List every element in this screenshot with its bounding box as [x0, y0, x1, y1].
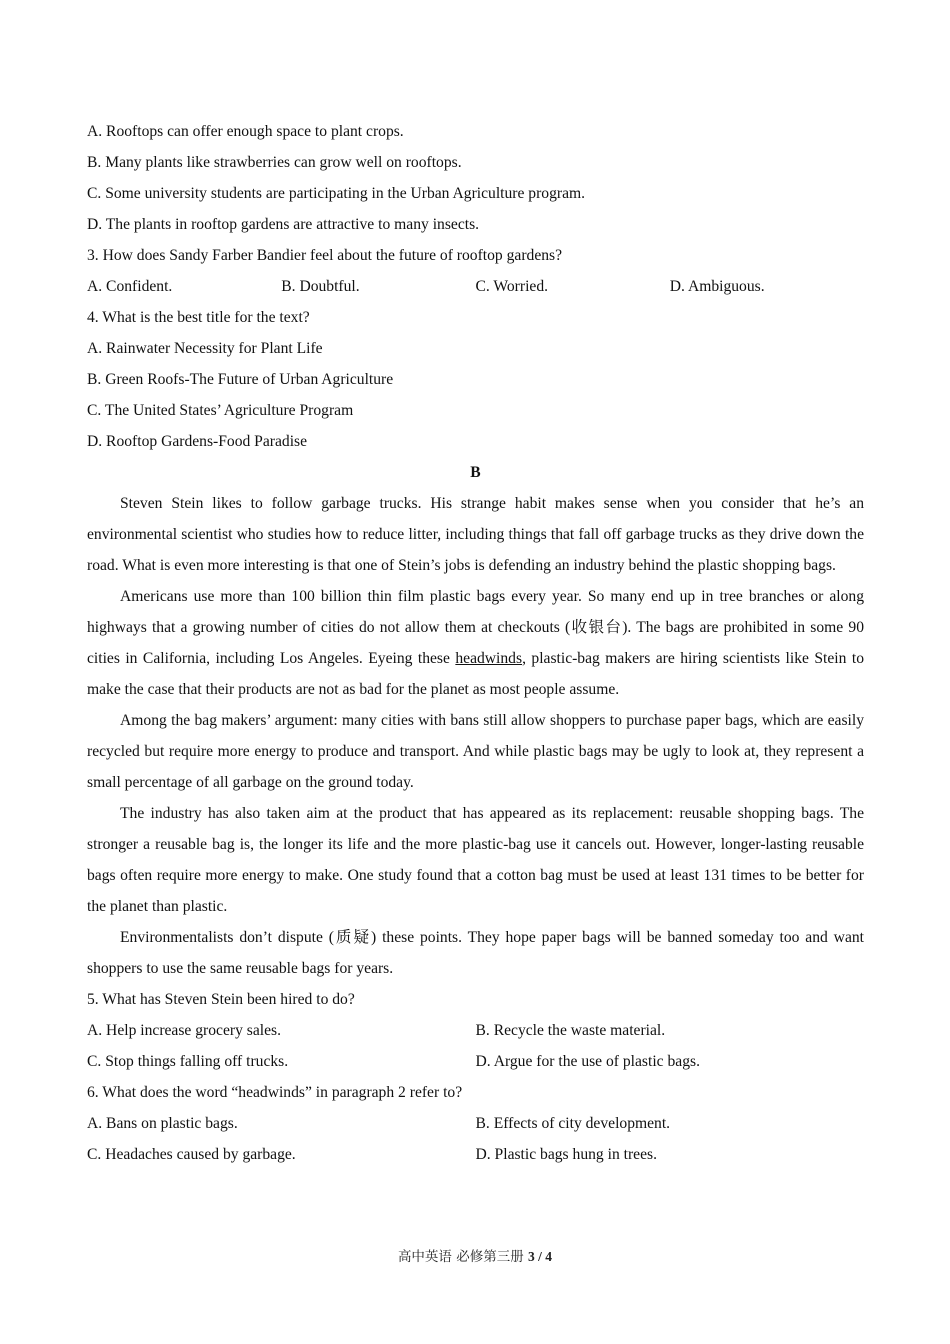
passage-paragraph-3: Among the bag makers’ argument: many cities with bans still allow shoppers to purchase paper bags, which are easily recycled but require more energy to produce and transport. And while plastic bags may be ugly to look at, they represent a small percentage of all garbage on the ground today.	[87, 712, 864, 791]
q6-option-b: B. Effects of city development.	[475, 1115, 671, 1132]
paragraph-2-start: Americans use more than 100 billion thin film plastic bags every year. So many end up in tree branches or along highways that a growing number of cities do not allow them at checkouts (收银台). The bags are prohibited in some 90 cities in California, including Los Angeles. Eyeing these	[87, 588, 864, 667]
q2-option-c: C. Some university students are participating in the Urban Agriculture program.	[87, 185, 586, 202]
paragraph-2-end: , plastic-bag makers are hiring scientists like Stein to make the case that their products are not as bad for the planet as most people assume.	[87, 650, 864, 698]
q4-question: 4. What is the best title for the text?	[87, 309, 310, 326]
q4-option-c: C. The United States’ Agriculture Program	[87, 402, 354, 419]
passage-paragraph-1: Steven Stein likes to follow garbage trucks. His strange habit makes sense when you consider that he’s an environmental scientist who studies how to reduce litter, including things that fall off garbage trucks as they drive down the road. What is even more interesting is that one of Stein’s jobs is defending an industry behind the plastic shopping bags.	[87, 495, 864, 574]
section-b-heading: B	[470, 464, 481, 481]
q4-option-b: B. Green Roofs-The Future of Urban Agriculture	[87, 371, 394, 388]
page-footer	[0, 1245, 950, 1265]
q2-option-a: A. Rooftops can offer enough space to plant crops.	[87, 123, 404, 140]
q6-question: 6. What does the word “headwinds” in paragraph 2 refer to?	[87, 1084, 463, 1101]
q3-option-d: D. Ambiguous.	[669, 278, 765, 295]
q5-option-d: D. Argue for the use of plastic bags.	[475, 1053, 700, 1070]
underlined-word-headwinds: headwinds	[455, 650, 523, 667]
q6-option-d: D. Plastic bags hung in trees.	[475, 1146, 657, 1163]
q5-options-row-1	[87, 1015, 864, 1046]
q6-options-row-2	[87, 1139, 864, 1170]
q3-option-a: A. Confident.	[87, 278, 173, 295]
q5-option-c: C. Stop things falling off trucks.	[87, 1053, 289, 1070]
passage-paragraph-4: The industry has also taken aim at the product that has appeared as its replacement: reusable shopping bags. The stronger a reusable bag is, the longer its life and the more plastic-bag use it cancels out. However, longer-lasting reusable bags often require more energy to make. One study found that a cotton bag must be used at least 131 times to be better for the planet than plastic.	[87, 805, 864, 915]
exam-page	[87, 116, 864, 1170]
q2-option-d: D. The plants in rooftop gardens are attractive to many insects.	[87, 216, 480, 233]
q6-option-c: C. Headaches caused by garbage.	[87, 1146, 296, 1163]
q3-options	[87, 271, 864, 302]
q6-options-row-1	[87, 1108, 864, 1139]
passage-paragraph-5: Environmentalists don’t dispute (质疑) these points. They hope paper bags will be banned someday too and want shoppers to use the same reusable bags for years.	[87, 929, 864, 977]
q5-question: 5. What has Steven Stein been hired to do?	[87, 991, 355, 1008]
q3-option-c: C. Worried.	[475, 278, 549, 295]
q5-options-row-2	[87, 1046, 864, 1077]
q3-option-b: B. Doubtful.	[281, 278, 360, 295]
q5-option-a: A. Help increase grocery sales.	[87, 1022, 281, 1039]
q4-option-a: A. Rainwater Necessity for Plant Life	[87, 340, 323, 357]
q3-question: 3. How does Sandy Farber Bandier feel about the future of rooftop gardens?	[87, 247, 563, 264]
footer-label: 高中英语 必修第三册	[397, 1249, 529, 1265]
page-number: 3 / 4	[528, 1249, 553, 1264]
passage-paragraph-2	[87, 581, 864, 705]
q6-option-a: A. Bans on plastic bags.	[87, 1115, 238, 1132]
q5-option-b: B. Recycle the waste material.	[475, 1022, 666, 1039]
q2-option-b: B. Many plants like strawberries can grow well on rooftops.	[87, 154, 462, 171]
q4-option-d: D. Rooftop Gardens-Food Paradise	[87, 433, 308, 450]
